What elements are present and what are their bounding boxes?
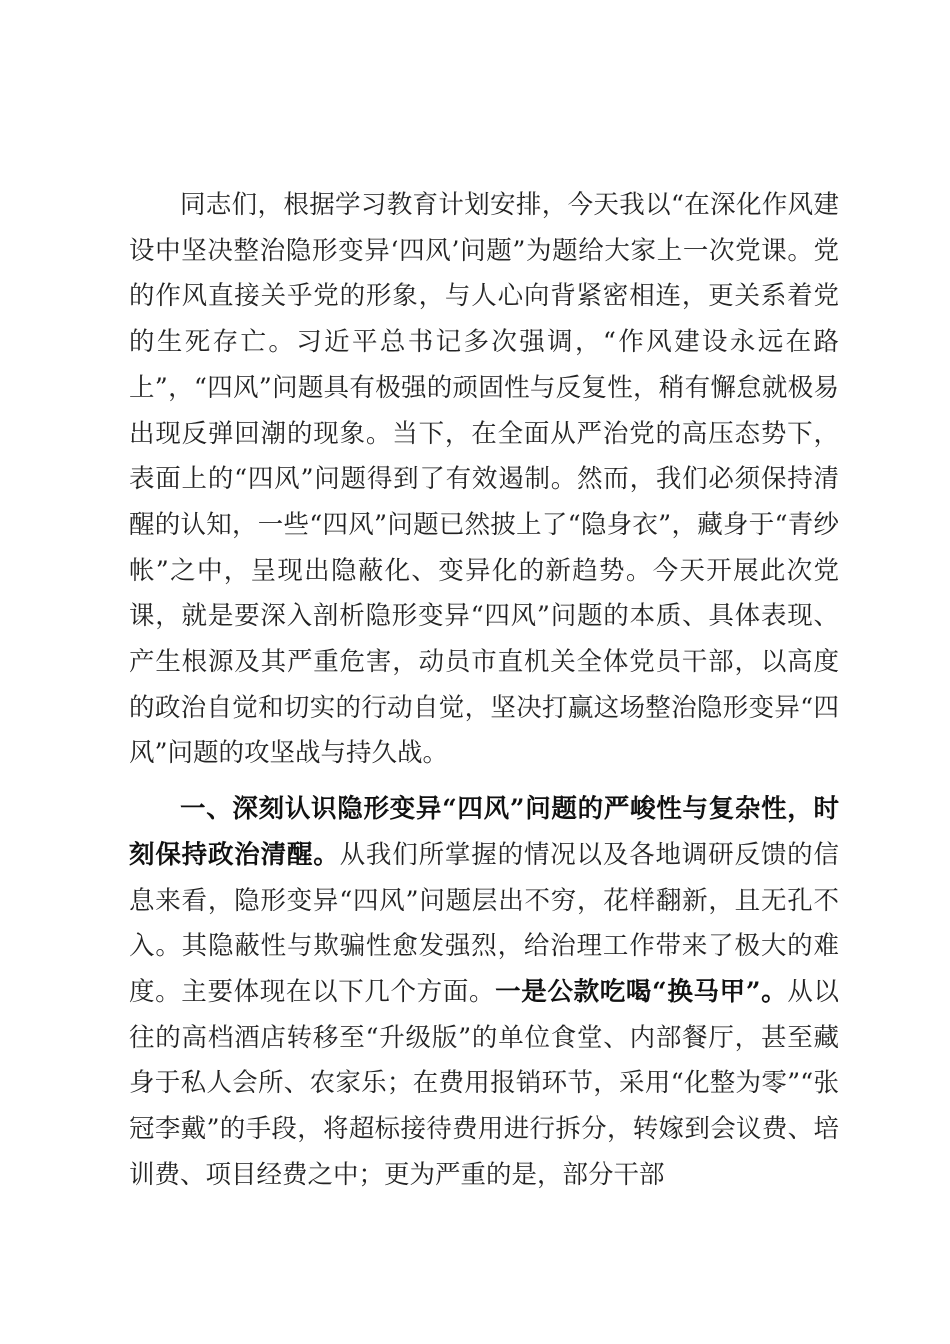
section-one-body-part1: 从我们所掌握的情况以及各地调研反馈的信息来看，隐形变异“四风”问题层出不穷，花样翻新，且无孔不入。其隐蔽性与欺骗性愈发强烈，给治理工作带来了极大的难度。主要体现在以下几个方面。 bbox=[129, 839, 839, 1007]
section-one-body-part2: 从以往的高档酒店转移至“升级版”的单位食堂、内部餐厅，甚至藏身于私人会所、农家乐；在费用报销环节，采用“化整为零”“张冠李戴”的手段，将超标接待费用进行拆分，转嫁到会议费、培训费、项目经费之中；更为严重的是，部分干部 bbox=[129, 976, 839, 1190]
document-body bbox=[129, 183, 839, 1198]
intro-paragraph: 同志们，根据学习教育计划安排，今天我以“在深化作风建设中坚决整治隐形变异‘四风’问题”为题给大家上一次党课。党的作风直接关乎党的形象，与人心向背紧密相连，更关系着党的生死存亡。习近平总书记多次强调，“作风建设永远在路上”，“四风”问题具有极强的顽固性与反复性，稍有懈怠就极易出现反弹回潮的现象。当下，在全面从严治党的高压态势下，表面上的“四风”问题得到了有效遏制。然而，我们必须保持清醒的认知，一些“四风”问题已然披上了“隐身衣”，藏身于“青纱帐”之中，呈现出隐蔽化、变异化的新趋势。今天开展此次党课，就是要深入剖析隐形变异“四风”问题的本质、具体表现、产生根源及其严重危害，动员市直机关全体党员干部，以高度的政治自觉和切实的行动自觉，坚决打赢这场整治隐形变异“四风”问题的攻坚战与持久战。 bbox=[129, 190, 839, 769]
section-one-heading: 一、深刻认识隐形变异“四风”问题的严峻性与复杂性，时刻保持政治清醒。 bbox=[129, 794, 839, 870]
point-one-heading: 一是公款吃喝“换马甲”。 bbox=[495, 976, 788, 1007]
section-one-paragraph bbox=[129, 787, 839, 1198]
